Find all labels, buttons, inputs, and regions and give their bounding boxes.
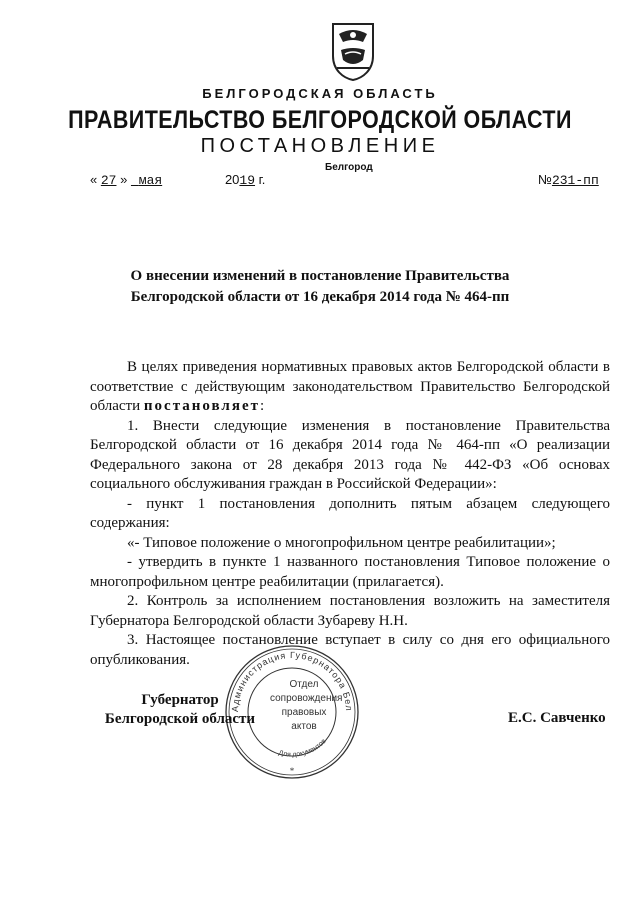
svg-text:Для документов [278, 738, 328, 759]
document-body [90, 358, 610, 670]
number-value: 231-пп [551, 173, 599, 188]
stamp-line-2: сопровождения [270, 693, 343, 704]
date-year-unit: г. [258, 172, 266, 187]
stamp-bottom-text: Для документов [277, 737, 328, 759]
decides-word: постановляет [143, 398, 260, 414]
signatory-name: Е.С. Савченко [508, 710, 606, 726]
stamp-line-1: Отдел [289, 679, 319, 690]
stamp-ring-text: Администрация Губернатора Бел [229, 649, 355, 713]
stamp-center [270, 678, 343, 734]
stamp-line-3: правовых [281, 707, 327, 718]
date-month [131, 173, 225, 188]
city-name: Белгород [325, 162, 373, 173]
government-name: ПРАВИТЕЛЬСТВО БЕЛГОРОДСКОЙ ОБЛАСТИ [68, 106, 572, 134]
document-number [538, 172, 599, 188]
date-year-suffix: 19 [239, 173, 256, 188]
paragraph-1: 1. Внести следующие изменения в постановление Правительства Белгородской области от 16 декабря 2014 года № 464-пп «О реализации Федерального закона от 28 декабря 2013 года № 442-ФЗ «Об основах социального обслуживания граждан в Российской Федерации»: [90, 417, 610, 492]
belgorod-coat-of-arms-icon [329, 20, 377, 82]
intro-paragraph [90, 358, 610, 417]
stamp-star: * [289, 766, 295, 776]
region-name: БЕЛГОРОДСКАЯ ОБЛАСТЬ [202, 86, 438, 101]
date-open-quote: « [90, 172, 98, 187]
stamp-line-4: актов [291, 721, 317, 732]
position-line-2: Белгородской области [104, 711, 256, 727]
paragraph-1c: - утвердить в пункте 1 названного постановления Типовое положение о многопрофильном центре реабилитации (прилагается). [90, 554, 610, 590]
position-line-1: Губернатор [141, 692, 219, 708]
title-line-2: Белгородской области от 16 декабря 2014 года № 464-пп [130, 289, 510, 305]
number-prefix: № [538, 172, 552, 187]
paragraph-2: 2. Контроль за исполнением постановления возложить на заместителя Губернатора Белгородской области Зубареву Н.Н. [90, 593, 610, 629]
title-line-1: О внесении изменений в постановление Правительства [130, 268, 510, 284]
paragraph-1a: - пункт 1 постановления дополнить пятым абзацем следующего содержания: [90, 495, 610, 531]
intro-colon: : [260, 398, 265, 414]
document-type: ПОСТАНОВЛЕНИЕ [200, 135, 440, 157]
date-day: 27 [100, 173, 117, 188]
document-title [120, 266, 520, 308]
date-close-quote: » [120, 172, 128, 187]
document-date [90, 172, 265, 188]
paragraph-1b: «- Типовое положение о многопрофильном центре реабилитации»; [127, 534, 556, 551]
paragraph-3: 3. Настоящее постановление вступает в силу со дня его официального опубликования. [90, 632, 610, 668]
date-month-text: мая [138, 173, 163, 188]
date-year-prefix: 20 [224, 172, 240, 187]
intro-text: В целях приведения нормативных правовых актов Белгородской области в соответствие с действующим законодательством Правительство Белгородской области [90, 359, 610, 414]
signatory-position [100, 691, 260, 729]
